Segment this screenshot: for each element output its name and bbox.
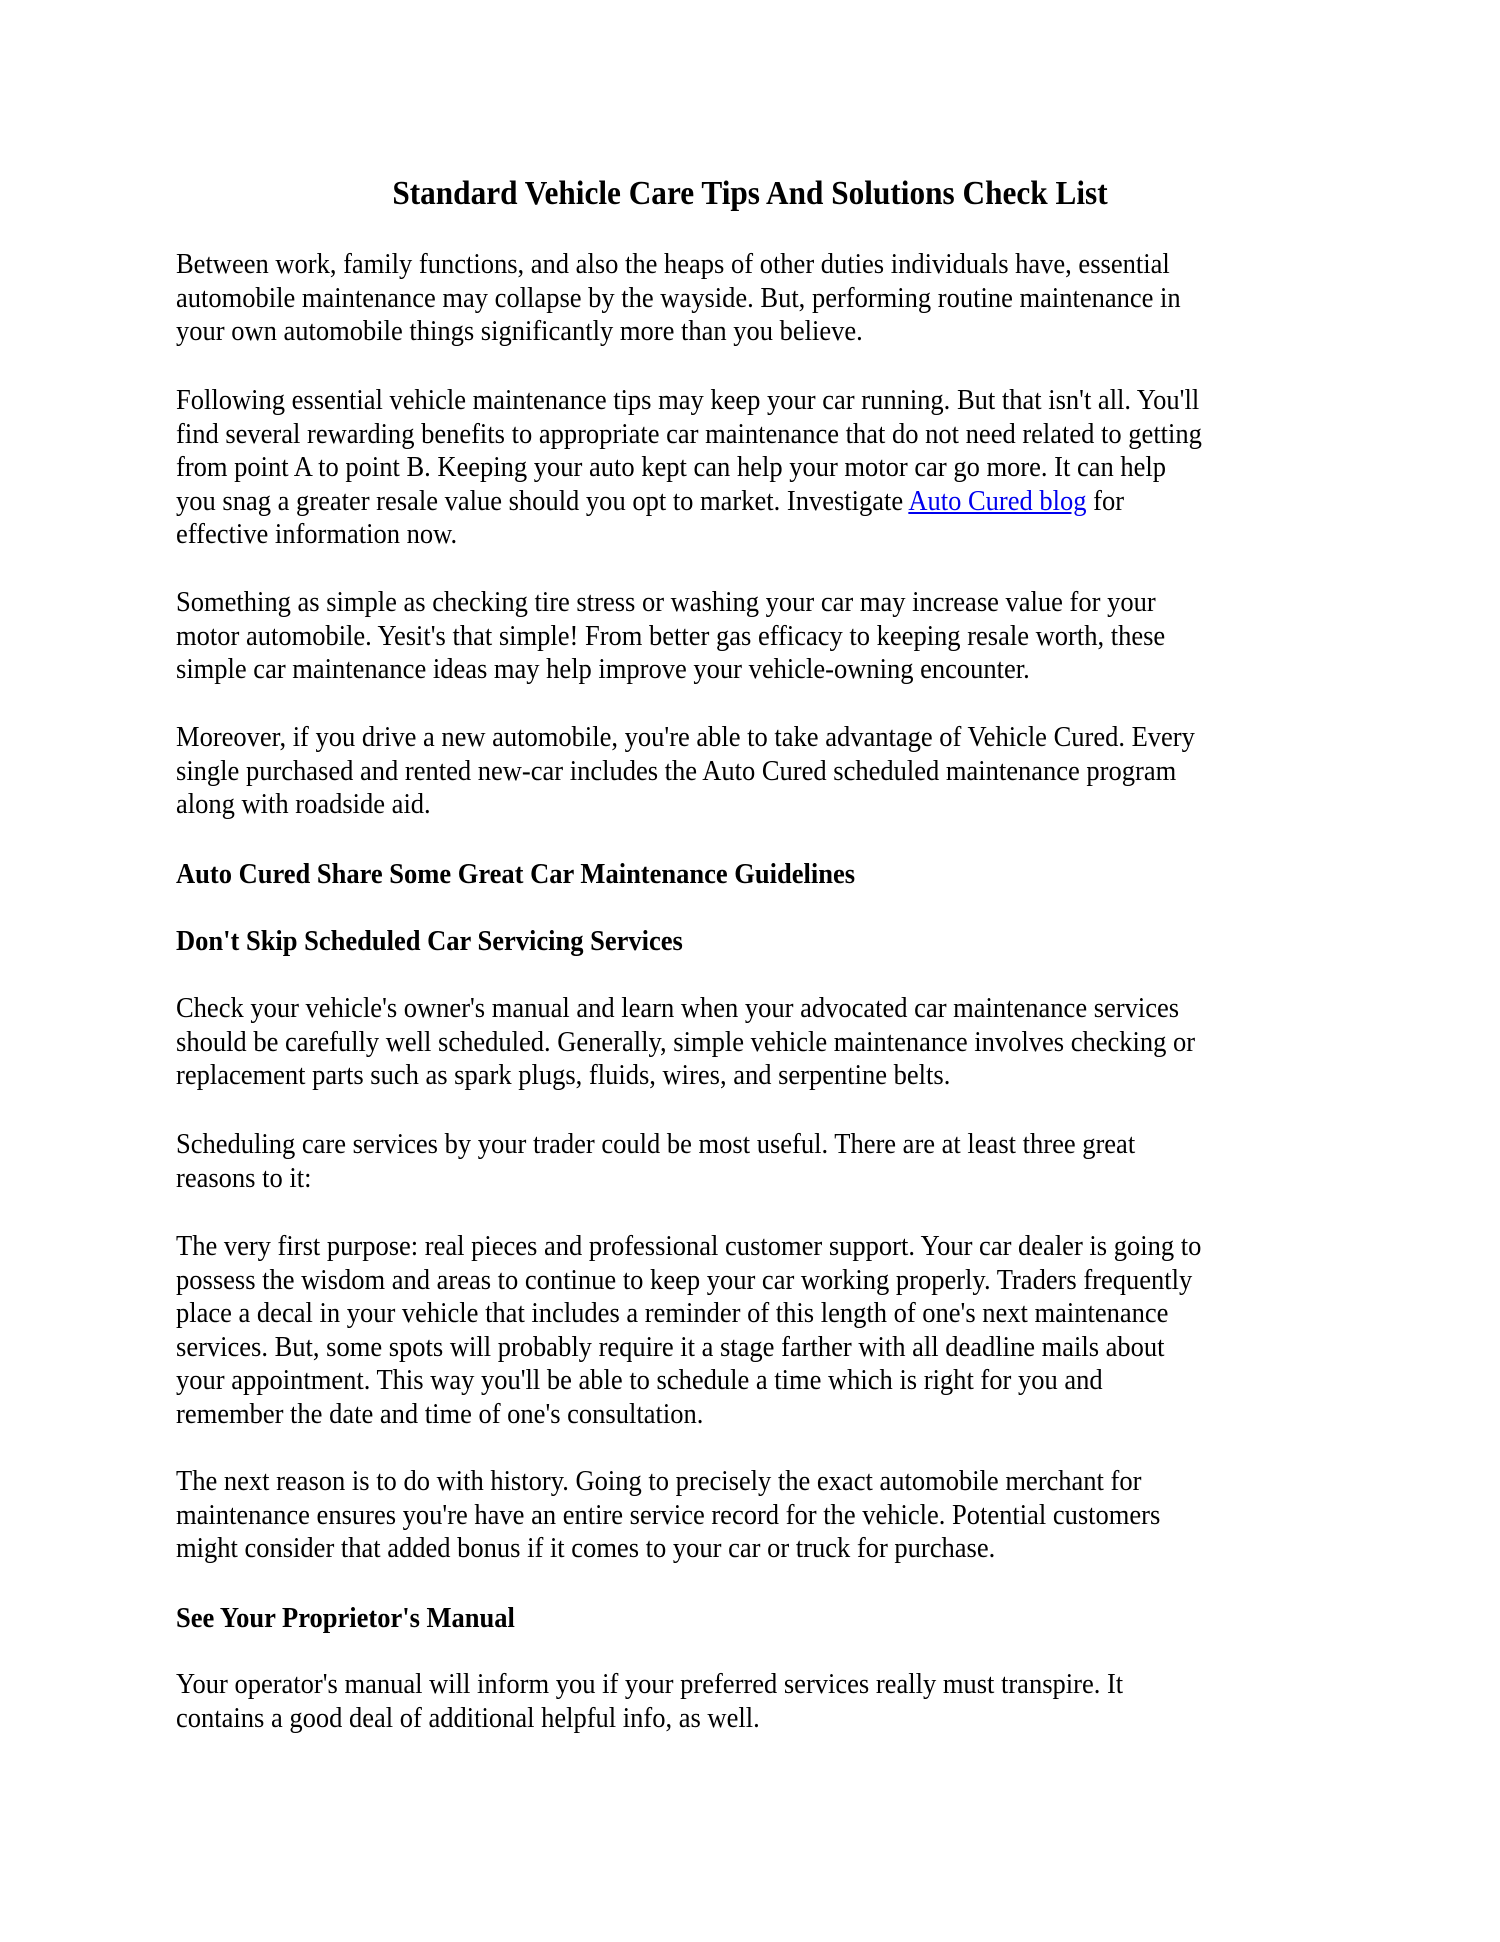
paragraph-2 xyxy=(176,384,1356,552)
section-heading xyxy=(176,925,1356,959)
text-line: maintenance ensures you're have an entire service record for the vehicle. Potential customers xyxy=(176,1499,1161,1531)
heading-text: See Your Proprietor's Manual xyxy=(176,1603,515,1634)
text-line: remember the date and time of one's consultation. xyxy=(176,1398,704,1430)
text-line: find several rewarding benefits to appropriate car maintenance that do not need related to getting xyxy=(176,418,1202,450)
heading-text: Don't Skip Scheduled Car Servicing Services xyxy=(176,926,683,957)
text-line: should be carefully well scheduled. Generally, simple vehicle maintenance involves checking or xyxy=(176,1026,1196,1058)
text-line: single purchased and rented new-car includes the Auto Cured scheduled maintenance program xyxy=(176,755,1177,787)
text-line: contains a good deal of additional helpful info, as well. xyxy=(176,1702,760,1734)
section-heading xyxy=(176,858,1356,892)
text-segment: for xyxy=(1086,485,1125,517)
text-line: possess the wisdom and areas to continue to keep your car working properly. Traders frequently xyxy=(176,1264,1193,1296)
text-line: services. But, some spots will probably require it a stage farther with all deadline mails about xyxy=(176,1331,1165,1363)
text-line: reasons to it: xyxy=(176,1162,312,1194)
text-line: Between work, family functions, and also the heaps of other duties individuals have, essential xyxy=(176,249,1170,280)
text-line: simple car maintenance ideas may help improve your vehicle-owning encounter. xyxy=(176,654,1030,686)
text-line: might consider that added bonus if it comes to your car or truck for purchase. xyxy=(176,1533,996,1565)
heading-text: Auto Cured Share Some Great Car Maintenance Guidelines xyxy=(176,859,856,890)
text-line: place a decal in your vehicle that includes a reminder of this length of one's next maintenance xyxy=(176,1298,1169,1330)
text-line xyxy=(176,485,1273,519)
text-line: motor automobile. Yesit's that simple! From better gas efficacy to keeping resale worth, these xyxy=(176,620,1166,652)
text-line: replacement parts such as spark plugs, fluids, wires, and serpentine belts. xyxy=(176,1060,951,1092)
text-segment: you snag a greater resale value should you opt to market. Investigate xyxy=(176,485,909,517)
text-line: automobile maintenance may collapse by the wayside. But, performing routine maintenance in xyxy=(176,282,1181,314)
text-line: your appointment. This way you'll be able to schedule a time which is right for you and xyxy=(176,1365,1103,1397)
text-line: effective information now. xyxy=(176,519,458,551)
paragraph-7 xyxy=(176,1230,1356,1432)
text-line: Following essential vehicle maintenance tips may keep your car running. But that isn't all. You'll xyxy=(176,385,1200,416)
text-line: Moreover, if you drive a new automobile, you're able to take advantage of Vehicle Cured. Every xyxy=(176,722,1195,753)
auto-cured-blog-link[interactable]: Auto Cured blog xyxy=(908,485,1087,517)
text-line: The next reason is to do with history. Going to precisely the exact automobile merchant for xyxy=(176,1466,1142,1497)
text-line: Something as simple as checking tire stress or washing your car may increase value for your xyxy=(176,587,1156,618)
section-heading xyxy=(176,1602,1356,1636)
paragraph-8 xyxy=(176,1465,1356,1566)
text-line: from point A to point B. Keeping your auto kept can help your motor car go more. It can help xyxy=(176,452,1167,484)
text-line: Your operator's manual will inform you if your preferred services really must transpire. It xyxy=(176,1669,1124,1700)
paragraph-1 xyxy=(176,248,1356,349)
paragraph-6 xyxy=(176,1128,1356,1195)
document-title: Standard Vehicle Care Tips And Solutions Check List xyxy=(392,175,1108,212)
text-line: your own automobile things significantly more than you believe. xyxy=(176,316,863,348)
text-line: Check your vehicle's owner's manual and learn when your advocated car maintenance services xyxy=(176,993,1180,1024)
text-line: The very first purpose: real pieces and professional customer support. Your car dealer is going to xyxy=(176,1231,1202,1262)
text-line: along with roadside aid. xyxy=(176,789,431,821)
paragraph-3 xyxy=(176,586,1356,687)
text-line: Scheduling care services by your trader could be most useful. There are at least three great xyxy=(176,1129,1136,1160)
paragraph-4 xyxy=(176,721,1356,822)
paragraph-9 xyxy=(176,1668,1356,1735)
paragraph-5 xyxy=(176,992,1356,1093)
